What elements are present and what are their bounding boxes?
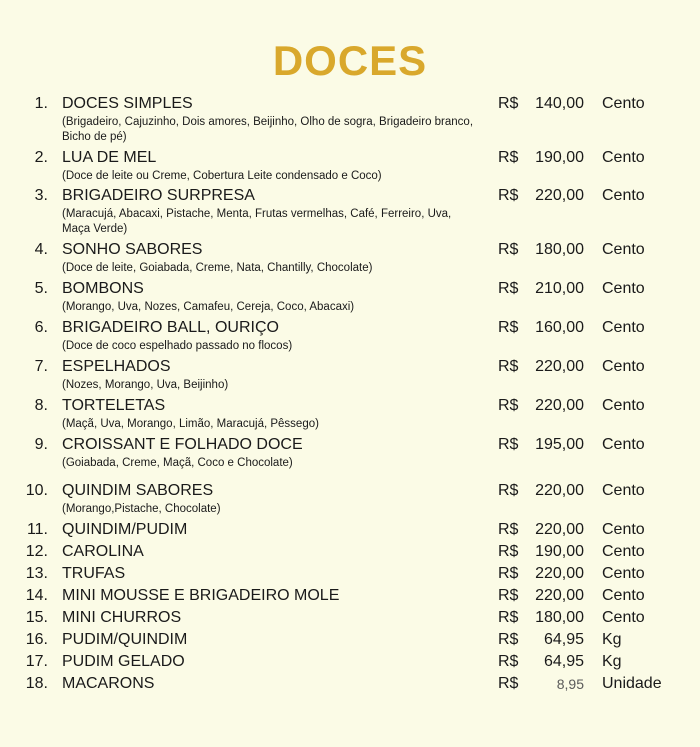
item-price: 220,00 — [535, 521, 584, 538]
menu-item-row — [0, 651, 700, 673]
item-number: 6. — [34, 319, 48, 336]
item-currency: R$ — [498, 543, 519, 560]
item-number: 2. — [34, 149, 48, 166]
menu-item — [0, 651, 700, 673]
item-number: 14. — [25, 587, 48, 604]
item-price: 180,00 — [535, 609, 584, 626]
item-name: BRIGADEIRO BALL, OURIÇO — [62, 319, 279, 336]
menu-item — [0, 185, 700, 237]
item-description: (Morango,Pistache, Chocolate) — [62, 503, 221, 515]
item-name: CROISSANT E FOLHADO DOCE — [62, 436, 303, 453]
item-unit: Cento — [602, 358, 645, 375]
item-number: 9. — [34, 436, 48, 453]
menu-item-row — [0, 673, 700, 695]
item-price: 220,00 — [535, 187, 584, 204]
item-name: MINI MOUSSE E BRIGADEIRO MOLE — [62, 587, 340, 604]
menu-item-row — [0, 629, 700, 651]
item-currency: R$ — [498, 653, 519, 670]
item-number: 13. — [25, 565, 48, 582]
item-price: 190,00 — [535, 149, 584, 166]
item-price: 220,00 — [535, 358, 584, 375]
item-price: 64,95 — [543, 653, 584, 670]
item-number: 16. — [25, 631, 48, 648]
menu-item — [0, 239, 700, 276]
menu-item-row — [0, 585, 700, 607]
menu-item-row — [0, 563, 700, 585]
menu-list — [0, 93, 700, 695]
item-currency: R$ — [498, 280, 519, 297]
item-unit: Cento — [602, 521, 645, 538]
menu-item — [0, 278, 700, 315]
item-unit: Cento — [602, 149, 645, 166]
item-unit: Cento — [602, 609, 645, 626]
item-unit: Cento — [602, 95, 645, 112]
menu-item — [0, 585, 700, 607]
item-currency: R$ — [498, 95, 519, 112]
menu-item — [0, 480, 700, 517]
menu-item — [0, 434, 700, 471]
item-name: TORTELETAS — [62, 397, 166, 414]
item-name: LUA DE MEL — [62, 149, 157, 166]
menu-item — [0, 607, 700, 629]
item-description: (Doce de leite, Goiabada, Creme, Nata, Chantilly, Chocolate) — [62, 262, 373, 274]
item-currency: R$ — [498, 397, 519, 414]
item-price: 140,00 — [535, 95, 584, 112]
menu-item — [0, 147, 700, 184]
item-number: 17. — [25, 653, 48, 670]
item-number: 3. — [34, 187, 48, 204]
item-currency: R$ — [498, 675, 519, 692]
item-name: ESPELHADOS — [62, 358, 171, 375]
menu-item-row — [0, 434, 700, 456]
menu-item — [0, 317, 700, 354]
item-number: 12. — [25, 543, 48, 560]
item-unit: Cento — [602, 565, 645, 582]
item-number: 1. — [34, 95, 48, 112]
item-name: QUINDIM SABORES — [62, 482, 214, 499]
menu-item — [0, 519, 700, 541]
menu-item-row — [0, 541, 700, 563]
item-currency: R$ — [498, 521, 519, 538]
item-name: PUDIM/QUINDIM — [62, 631, 188, 648]
item-description: (Maracujá, Abacaxi, Pistache, Menta, Frutas vermelhas, Café, Ferreiro, Uva, Maça Verde) — [62, 208, 452, 235]
item-price: 190,00 — [535, 543, 584, 560]
item-currency: R$ — [498, 436, 519, 453]
item-name: CAROLINA — [62, 543, 144, 560]
item-currency: R$ — [498, 187, 519, 204]
item-price: 64,95 — [543, 631, 584, 648]
item-description: (Doce de leite ou Creme, Cobertura Leite condensado e Coco) — [62, 170, 382, 182]
item-unit: Cento — [602, 587, 645, 604]
item-price: 220,00 — [535, 482, 584, 499]
item-name: QUINDIM/PUDIM — [62, 521, 188, 538]
item-currency: R$ — [498, 319, 519, 336]
menu-item-row — [0, 607, 700, 629]
item-unit: Cento — [602, 543, 645, 560]
item-price: 220,00 — [535, 565, 584, 582]
item-price: 220,00 — [535, 587, 584, 604]
menu-item-row — [0, 519, 700, 541]
menu-item-row — [0, 356, 700, 378]
item-unit: Unidade — [602, 675, 662, 692]
item-name: BRIGADEIRO SURPRESA — [62, 187, 255, 204]
menu-item-row — [0, 317, 700, 339]
item-name: TRUFAS — [62, 565, 126, 582]
item-price: 8,95 — [556, 676, 584, 692]
page-title: DOCES — [272, 37, 428, 84]
item-description: (Doce de coco espelhado passado no flocos) — [62, 340, 293, 352]
menu-item-row — [0, 278, 700, 300]
item-price: 210,00 — [535, 280, 584, 297]
item-number: 8. — [34, 397, 48, 414]
menu-item — [0, 563, 700, 585]
item-price: 180,00 — [535, 241, 584, 258]
item-unit: Cento — [602, 436, 645, 453]
menu-item-row — [0, 395, 700, 417]
item-unit: Cento — [602, 280, 645, 297]
menu-item-row — [0, 185, 700, 207]
menu-item-row — [0, 147, 700, 169]
item-description: (Brigadeiro, Cajuzinho, Dois amores, Beijinho, Olho de sogra, Brigadeiro branco, Bicho de pé) — [62, 116, 474, 143]
item-unit: Kg — [602, 653, 622, 670]
item-unit: Kg — [602, 631, 622, 648]
menu-item — [0, 629, 700, 651]
item-number: 18. — [25, 675, 48, 692]
item-number: 7. — [34, 358, 48, 375]
item-currency: R$ — [498, 358, 519, 375]
item-currency: R$ — [498, 587, 519, 604]
item-description: (Maçã, Uva, Morango, Limão, Maracujá, Pêssego) — [62, 418, 319, 430]
item-price: 160,00 — [535, 319, 584, 336]
item-description: (Goiabada, Creme, Maçã, Coco e Chocolate) — [62, 457, 293, 469]
item-currency: R$ — [498, 609, 519, 626]
menu-item-row — [0, 239, 700, 261]
item-name: SONHO SABORES — [62, 241, 203, 258]
item-number: 10. — [25, 482, 48, 499]
item-currency: R$ — [498, 631, 519, 648]
item-name: PUDIM GELADO — [62, 653, 185, 670]
item-number: 11. — [26, 521, 48, 538]
item-unit: Cento — [602, 319, 645, 336]
item-number: 15. — [25, 609, 48, 626]
item-name: MACARONS — [62, 675, 155, 692]
menu-item — [0, 93, 700, 145]
item-description: (Morango, Uva, Nozes, Camafeu, Cereja, Coco, Abacaxi) — [62, 301, 355, 313]
menu-item — [0, 541, 700, 563]
item-unit: Cento — [602, 187, 645, 204]
item-number: 5. — [34, 280, 48, 297]
item-currency: R$ — [498, 149, 519, 166]
menu-item — [0, 356, 700, 393]
item-description: (Nozes, Morango, Uva, Beijinho) — [62, 379, 229, 391]
item-unit: Cento — [602, 482, 645, 499]
menu-item — [0, 673, 700, 695]
item-name: DOCES SIMPLES — [62, 95, 193, 112]
item-currency: R$ — [498, 565, 519, 582]
item-currency: R$ — [498, 241, 519, 258]
item-price: 195,00 — [535, 436, 584, 453]
item-unit: Cento — [602, 397, 645, 414]
item-number: 4. — [34, 241, 48, 258]
menu-item-row — [0, 480, 700, 502]
item-unit: Cento — [602, 241, 645, 258]
item-currency: R$ — [498, 482, 519, 499]
item-name: MINI CHURROS — [62, 609, 182, 626]
menu-item-row — [0, 93, 700, 115]
menu-item — [0, 395, 700, 432]
item-price: 220,00 — [535, 397, 584, 414]
item-name: BOMBONS — [62, 280, 144, 297]
